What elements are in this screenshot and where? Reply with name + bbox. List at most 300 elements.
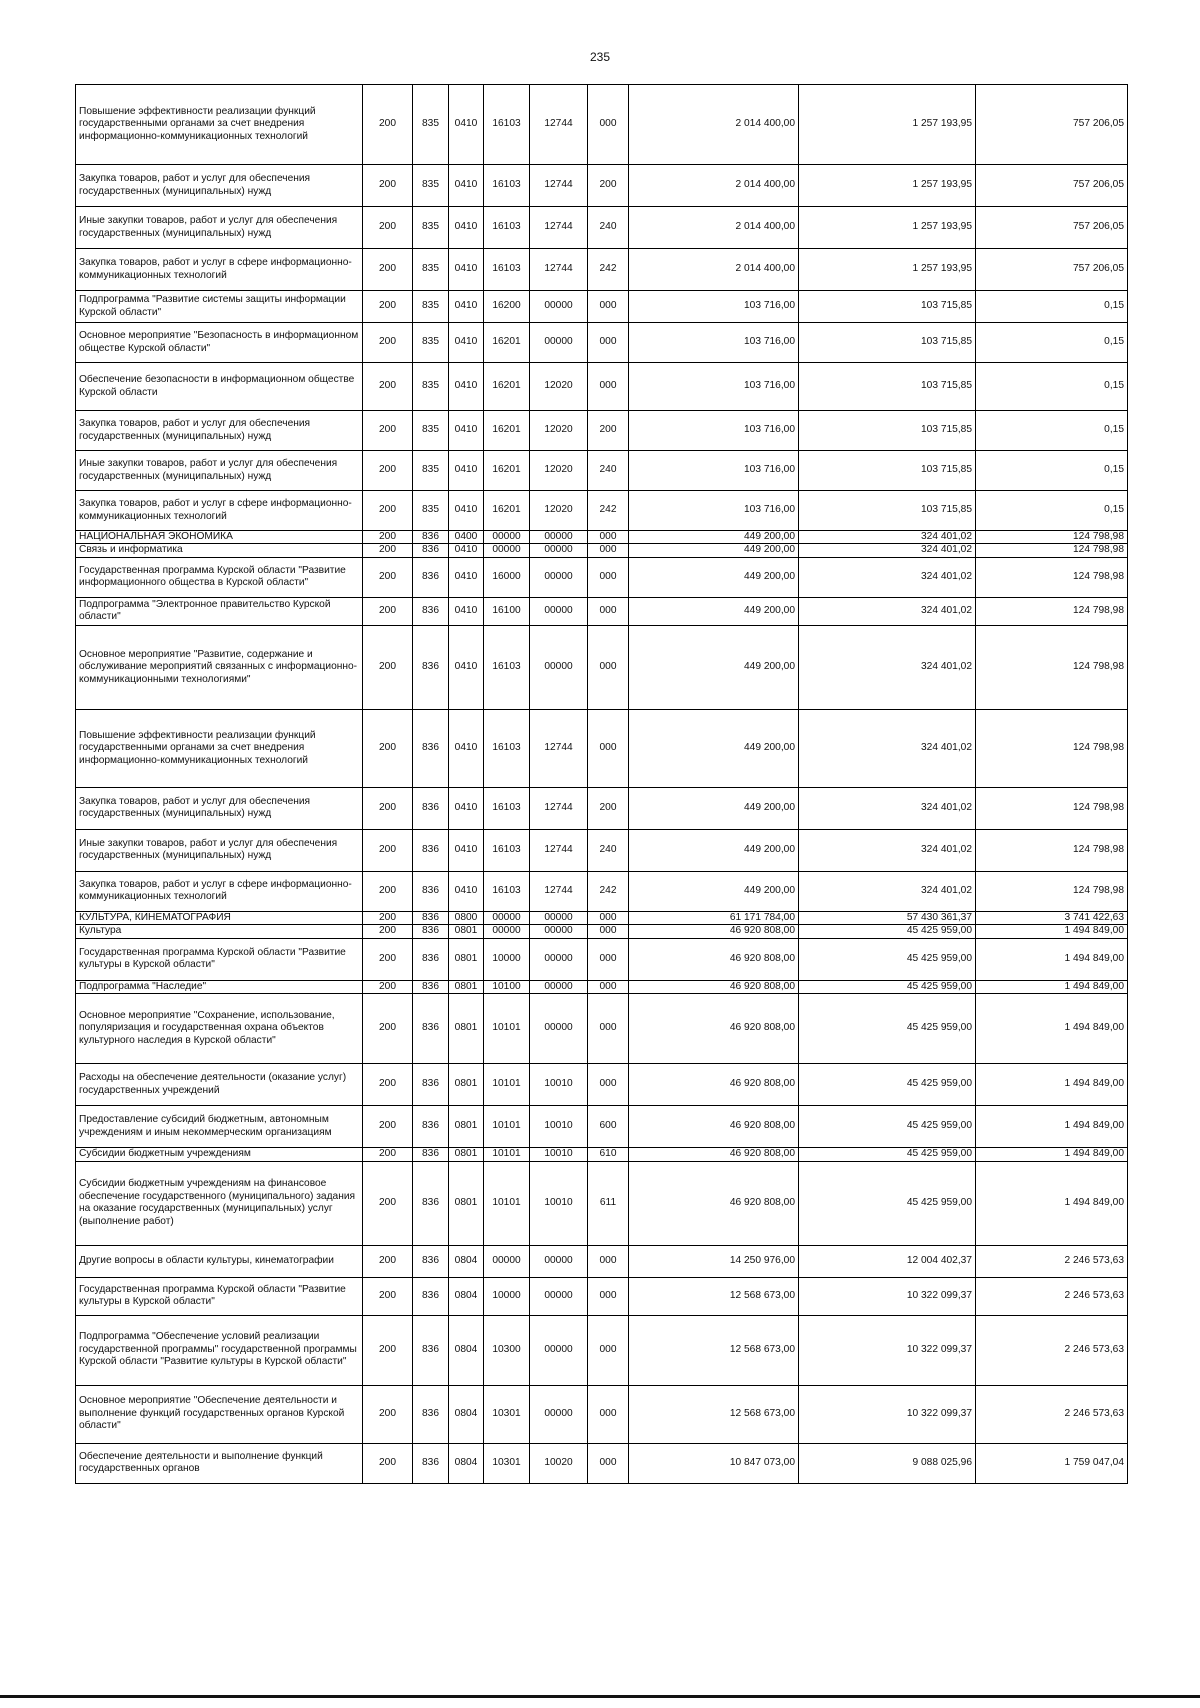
cell-c6: 000: [588, 597, 629, 625]
cell-v2: 324 401,02: [799, 557, 976, 597]
cell-c4: 16000: [484, 557, 530, 597]
cell-v2: 103 715,85: [799, 291, 976, 323]
cell-v1: 46 920 808,00: [629, 1106, 799, 1148]
cell-v2: 1 257 193,95: [799, 85, 976, 165]
cell-c5: 12744: [530, 871, 588, 911]
cell-c5: 00000: [530, 925, 588, 938]
cell-c3: 0804: [449, 1315, 484, 1385]
table-row: [76, 625, 1128, 709]
cell-c2: 836: [413, 1277, 449, 1315]
cell-c1: 200: [363, 323, 413, 363]
cell-c3: 0410: [449, 491, 484, 531]
cell-c1: 200: [363, 1106, 413, 1148]
cell-c6: 000: [588, 1277, 629, 1315]
cell-v3: 1 494 849,00: [976, 1148, 1128, 1161]
cell-c2: 836: [413, 871, 449, 911]
cell-v1: 46 920 808,00: [629, 980, 799, 993]
cell-c1: 200: [363, 911, 413, 924]
cell-c2: 836: [413, 531, 449, 544]
cell-c5: 00000: [530, 291, 588, 323]
cell-v3: 1 494 849,00: [976, 1161, 1128, 1245]
cell-c5: 10010: [530, 1106, 588, 1148]
cell-c3: 0801: [449, 1148, 484, 1161]
table-row: [76, 980, 1128, 993]
cell-c5: 12020: [530, 451, 588, 491]
cell-c5: 10010: [530, 1148, 588, 1161]
cell-v2: 9 088 025,96: [799, 1443, 976, 1483]
cell-c5: 10010: [530, 1161, 588, 1245]
cell-name: Повышение эффективности реализации функций государственными органами за счет внедрения информационно-коммуникационных технологий: [76, 85, 363, 165]
cell-c2: 836: [413, 557, 449, 597]
cell-c3: 0410: [449, 544, 484, 557]
cell-c4: 10000: [484, 938, 530, 980]
cell-v1: 103 716,00: [629, 491, 799, 531]
cell-c2: 835: [413, 491, 449, 531]
cell-c3: 0410: [449, 787, 484, 829]
cell-c6: 611: [588, 1161, 629, 1245]
cell-name: Основное мероприятие "Сохранение, использование, популяризация и государственная охрана объектов культурного наследия в Курской области": [76, 994, 363, 1064]
cell-c5: 00000: [530, 557, 588, 597]
cell-name: Субсидии бюджетным учреждениям: [76, 1148, 363, 1161]
cell-name: Основное мероприятие "Развитие, содержание и обслуживание мероприятий связанных с информационно-коммуникационными технологиями": [76, 625, 363, 709]
table-row: [76, 85, 1128, 165]
cell-c6: 242: [588, 491, 629, 531]
cell-c4: 16103: [484, 709, 530, 787]
cell-v2: 45 425 959,00: [799, 1064, 976, 1106]
cell-v3: 0,15: [976, 323, 1128, 363]
cell-v3: 0,15: [976, 451, 1128, 491]
cell-v3: 0,15: [976, 291, 1128, 323]
cell-c4: 16201: [484, 323, 530, 363]
cell-c4: 00000: [484, 1245, 530, 1277]
cell-c3: 0410: [449, 323, 484, 363]
cell-v2: 10 322 099,37: [799, 1277, 976, 1315]
cell-name: Государственная программа Курской области "Развитие культуры в Курской области": [76, 938, 363, 980]
table-row: [76, 1315, 1128, 1385]
cell-name: Закупка товаров, работ и услуг в сфере информационно-коммуникационных технологий: [76, 249, 363, 291]
cell-c1: 200: [363, 980, 413, 993]
cell-c1: 200: [363, 625, 413, 709]
cell-c4: 16201: [484, 451, 530, 491]
cell-c6: 240: [588, 829, 629, 871]
cell-v2: 45 425 959,00: [799, 1161, 976, 1245]
table-row: [76, 1064, 1128, 1106]
cell-c6: 000: [588, 85, 629, 165]
cell-c5: 12744: [530, 829, 588, 871]
cell-c3: 0804: [449, 1245, 484, 1277]
cell-v1: 449 200,00: [629, 531, 799, 544]
table-row: [76, 165, 1128, 207]
cell-v1: 103 716,00: [629, 411, 799, 451]
cell-v3: 0,15: [976, 411, 1128, 451]
table-row: [76, 1443, 1128, 1483]
cell-c1: 200: [363, 544, 413, 557]
cell-c2: 836: [413, 829, 449, 871]
cell-v2: 324 401,02: [799, 597, 976, 625]
cell-c5: 12744: [530, 709, 588, 787]
cell-c6: 000: [588, 1385, 629, 1443]
cell-v2: 45 425 959,00: [799, 938, 976, 980]
cell-c1: 200: [363, 1277, 413, 1315]
cell-c2: 836: [413, 1106, 449, 1148]
cell-name: Культура: [76, 925, 363, 938]
cell-c4: 16103: [484, 85, 530, 165]
cell-v3: 757 206,05: [976, 249, 1128, 291]
cell-v2: 324 401,02: [799, 709, 976, 787]
cell-name: Закупка товаров, работ и услуг для обеспечения государственных (муниципальных) нужд: [76, 411, 363, 451]
cell-c4: 10101: [484, 1148, 530, 1161]
cell-c1: 200: [363, 1315, 413, 1385]
cell-c4: 16200: [484, 291, 530, 323]
cell-c5: 00000: [530, 1315, 588, 1385]
table-row: [76, 249, 1128, 291]
cell-c4: 10101: [484, 1106, 530, 1148]
cell-v3: 124 798,98: [976, 544, 1128, 557]
cell-c5: 12020: [530, 411, 588, 451]
cell-name: Иные закупки товаров, работ и услуг для обеспечения государственных (муниципальных) нужд: [76, 451, 363, 491]
table-row: [76, 207, 1128, 249]
cell-c2: 836: [413, 1443, 449, 1483]
cell-c6: 000: [588, 291, 629, 323]
cell-v2: 45 425 959,00: [799, 994, 976, 1064]
cell-c1: 200: [363, 597, 413, 625]
cell-c2: 835: [413, 323, 449, 363]
cell-c4: 16103: [484, 249, 530, 291]
cell-v2: 57 430 361,37: [799, 911, 976, 924]
cell-c5: 00000: [530, 531, 588, 544]
cell-v1: 2 014 400,00: [629, 207, 799, 249]
cell-c5: 10010: [530, 1064, 588, 1106]
cell-c3: 0410: [449, 829, 484, 871]
cell-v3: 124 798,98: [976, 871, 1128, 911]
cell-v3: 1 494 849,00: [976, 980, 1128, 993]
cell-c6: 000: [588, 709, 629, 787]
cell-c2: 836: [413, 1161, 449, 1245]
cell-c1: 200: [363, 938, 413, 980]
cell-name: Подпрограмма "Обеспечение условий реализации государственной программы" государственной программы Курской области "Развитие культуры в Курской области": [76, 1315, 363, 1385]
cell-c6: 200: [588, 165, 629, 207]
cell-c4: 00000: [484, 531, 530, 544]
cell-c4: 16201: [484, 491, 530, 531]
cell-c4: 10101: [484, 1161, 530, 1245]
cell-v3: 1 494 849,00: [976, 925, 1128, 938]
cell-c4: 10100: [484, 980, 530, 993]
cell-c4: 10101: [484, 1064, 530, 1106]
cell-c6: 000: [588, 1064, 629, 1106]
cell-c3: 0410: [449, 597, 484, 625]
cell-v1: 449 200,00: [629, 544, 799, 557]
cell-c3: 0400: [449, 531, 484, 544]
cell-c5: 12744: [530, 165, 588, 207]
table-row: [76, 709, 1128, 787]
cell-c3: 0800: [449, 911, 484, 924]
cell-c5: 00000: [530, 938, 588, 980]
cell-c2: 836: [413, 597, 449, 625]
cell-c3: 0410: [449, 291, 484, 323]
cell-v3: 2 246 573,63: [976, 1315, 1128, 1385]
cell-name: Иные закупки товаров, работ и услуг для обеспечения государственных (муниципальных) нужд: [76, 207, 363, 249]
cell-c2: 835: [413, 411, 449, 451]
cell-v1: 61 171 784,00: [629, 911, 799, 924]
cell-c3: 0410: [449, 451, 484, 491]
cell-v2: 324 401,02: [799, 531, 976, 544]
cell-c5: 00000: [530, 1277, 588, 1315]
cell-v1: 103 716,00: [629, 363, 799, 411]
cell-v2: 12 004 402,37: [799, 1245, 976, 1277]
cell-c2: 836: [413, 625, 449, 709]
cell-v1: 103 716,00: [629, 451, 799, 491]
cell-c2: 835: [413, 249, 449, 291]
cell-c6: 000: [588, 911, 629, 924]
cell-v1: 449 200,00: [629, 557, 799, 597]
cell-v1: 103 716,00: [629, 323, 799, 363]
table-row: [76, 363, 1128, 411]
cell-c6: 200: [588, 787, 629, 829]
cell-c6: 240: [588, 207, 629, 249]
cell-c1: 200: [363, 1161, 413, 1245]
table-row: [76, 557, 1128, 597]
cell-c6: 000: [588, 938, 629, 980]
cell-c5: 12744: [530, 207, 588, 249]
cell-v3: 0,15: [976, 491, 1128, 531]
cell-c1: 200: [363, 411, 413, 451]
cell-c3: 0410: [449, 871, 484, 911]
cell-name: Подпрограмма "Электронное правительство Курской области": [76, 597, 363, 625]
cell-c5: 00000: [530, 1245, 588, 1277]
cell-v2: 324 401,02: [799, 871, 976, 911]
cell-c6: 240: [588, 451, 629, 491]
cell-c1: 200: [363, 531, 413, 544]
cell-v2: 103 715,85: [799, 491, 976, 531]
cell-c2: 836: [413, 1064, 449, 1106]
cell-c5: 00000: [530, 597, 588, 625]
cell-c4: 10101: [484, 994, 530, 1064]
cell-c6: 242: [588, 871, 629, 911]
cell-c2: 836: [413, 925, 449, 938]
cell-v2: 1 257 193,95: [799, 207, 976, 249]
cell-c6: 242: [588, 249, 629, 291]
cell-c2: 836: [413, 1315, 449, 1385]
cell-v1: 46 920 808,00: [629, 925, 799, 938]
cell-c2: 836: [413, 1245, 449, 1277]
cell-name: Основное мероприятие "Обеспечение деятельности и выполнение функций государственных органов Курской области": [76, 1385, 363, 1443]
cell-v2: 1 257 193,95: [799, 249, 976, 291]
cell-name: Связь и информатика: [76, 544, 363, 557]
cell-c6: 610: [588, 1148, 629, 1161]
cell-name: КУЛЬТУРА, КИНЕМАТОГРАФИЯ: [76, 911, 363, 924]
cell-c3: 0410: [449, 85, 484, 165]
cell-c5: 00000: [530, 1385, 588, 1443]
cell-c4: 00000: [484, 911, 530, 924]
cell-c5: 10020: [530, 1443, 588, 1483]
cell-v3: 3 741 422,63: [976, 911, 1128, 924]
cell-v2: 324 401,02: [799, 787, 976, 829]
cell-name: Повышение эффективности реализации функций государственными органами за счет внедрения информационно-коммуникационных технологий: [76, 709, 363, 787]
cell-c5: 12020: [530, 491, 588, 531]
table-row: [76, 291, 1128, 323]
cell-v3: 1 494 849,00: [976, 994, 1128, 1064]
cell-v3: 124 798,98: [976, 557, 1128, 597]
table-row: [76, 323, 1128, 363]
cell-c4: 10300: [484, 1315, 530, 1385]
cell-v3: 0,15: [976, 363, 1128, 411]
cell-c6: 000: [588, 531, 629, 544]
cell-v3: 124 798,98: [976, 787, 1128, 829]
cell-name: Закупка товаров, работ и услуг в сфере информационно-коммуникационных технологий: [76, 491, 363, 531]
cell-c6: 000: [588, 363, 629, 411]
cell-c2: 836: [413, 787, 449, 829]
cell-c4: 10000: [484, 1277, 530, 1315]
table-row: [76, 1161, 1128, 1245]
cell-c1: 200: [363, 1385, 413, 1443]
cell-c1: 200: [363, 1443, 413, 1483]
cell-v1: 2 014 400,00: [629, 249, 799, 291]
cell-c6: 000: [588, 980, 629, 993]
cell-c3: 0410: [449, 411, 484, 451]
cell-v2: 45 425 959,00: [799, 980, 976, 993]
cell-c4: 16201: [484, 363, 530, 411]
cell-v1: 449 200,00: [629, 597, 799, 625]
cell-v2: 45 425 959,00: [799, 1148, 976, 1161]
cell-c1: 200: [363, 1064, 413, 1106]
cell-c2: 836: [413, 1385, 449, 1443]
cell-c1: 200: [363, 249, 413, 291]
table-row: [76, 1148, 1128, 1161]
cell-c3: 0801: [449, 994, 484, 1064]
cell-c4: 16103: [484, 829, 530, 871]
table-row: [76, 597, 1128, 625]
cell-v2: 103 715,85: [799, 323, 976, 363]
cell-v2: 45 425 959,00: [799, 925, 976, 938]
cell-name: Иные закупки товаров, работ и услуг для обеспечения государственных (муниципальных) нужд: [76, 829, 363, 871]
cell-c4: 16103: [484, 871, 530, 911]
cell-c2: 835: [413, 207, 449, 249]
cell-name: Закупка товаров, работ и услуг для обеспечения государственных (муниципальных) нужд: [76, 165, 363, 207]
cell-c4: 10301: [484, 1443, 530, 1483]
cell-v3: 757 206,05: [976, 165, 1128, 207]
cell-c6: 000: [588, 1315, 629, 1385]
cell-v2: 10 322 099,37: [799, 1385, 976, 1443]
table-row: [76, 829, 1128, 871]
cell-c6: 000: [588, 557, 629, 597]
cell-v1: 46 920 808,00: [629, 994, 799, 1064]
cell-c6: 000: [588, 544, 629, 557]
cell-v3: 1 494 849,00: [976, 1106, 1128, 1148]
cell-c5: 12744: [530, 249, 588, 291]
cell-name: Обеспечение деятельности и выполнение функций государственных органов: [76, 1443, 363, 1483]
cell-c3: 0801: [449, 980, 484, 993]
cell-c3: 0410: [449, 207, 484, 249]
table-row: [76, 1106, 1128, 1148]
cell-c4: 16103: [484, 625, 530, 709]
cell-c3: 0801: [449, 1106, 484, 1148]
cell-c3: 0410: [449, 625, 484, 709]
cell-v3: 757 206,05: [976, 207, 1128, 249]
cell-v1: 449 200,00: [629, 787, 799, 829]
cell-v2: 10 322 099,37: [799, 1315, 976, 1385]
cell-v1: 46 920 808,00: [629, 1148, 799, 1161]
cell-c1: 200: [363, 207, 413, 249]
cell-v1: 103 716,00: [629, 291, 799, 323]
cell-v1: 449 200,00: [629, 871, 799, 911]
cell-c6: 200: [588, 411, 629, 451]
cell-c6: 000: [588, 625, 629, 709]
cell-c5: 12020: [530, 363, 588, 411]
table-row: [76, 911, 1128, 924]
cell-v2: 324 401,02: [799, 544, 976, 557]
cell-v3: 124 798,98: [976, 531, 1128, 544]
table-row: [76, 451, 1128, 491]
cell-c3: 0801: [449, 1064, 484, 1106]
cell-c3: 0801: [449, 938, 484, 980]
cell-c4: 16103: [484, 165, 530, 207]
cell-c1: 200: [363, 709, 413, 787]
cell-c3: 0410: [449, 709, 484, 787]
cell-c6: 000: [588, 1245, 629, 1277]
cell-c3: 0410: [449, 363, 484, 411]
cell-c2: 836: [413, 544, 449, 557]
cell-v3: 2 246 573,63: [976, 1277, 1128, 1315]
cell-c6: 000: [588, 925, 629, 938]
cell-c1: 200: [363, 85, 413, 165]
cell-name: Предоставление субсидий бюджетным, автономным учреждениям и иным некоммерческим организациям: [76, 1106, 363, 1148]
cell-c2: 836: [413, 911, 449, 924]
cell-c4: 00000: [484, 544, 530, 557]
cell-c5: 00000: [530, 323, 588, 363]
cell-v3: 2 246 573,63: [976, 1385, 1128, 1443]
cell-name: Закупка товаров, работ и услуг в сфере информационно-коммуникационных технологий: [76, 871, 363, 911]
cell-name: Обеспечение безопасности в информационном обществе Курской области: [76, 363, 363, 411]
cell-c5: 00000: [530, 911, 588, 924]
cell-c5: 12744: [530, 787, 588, 829]
table-row: [76, 411, 1128, 451]
cell-c3: 0804: [449, 1277, 484, 1315]
cell-v1: 46 920 808,00: [629, 1064, 799, 1106]
cell-v1: 46 920 808,00: [629, 938, 799, 980]
cell-c6: 000: [588, 1443, 629, 1483]
cell-v3: 1 759 047,04: [976, 1443, 1128, 1483]
cell-v2: 324 401,02: [799, 829, 976, 871]
cell-c1: 200: [363, 491, 413, 531]
cell-c1: 200: [363, 291, 413, 323]
cell-c6: 000: [588, 994, 629, 1064]
cell-c1: 200: [363, 871, 413, 911]
page-number: 235: [589, 50, 611, 64]
table-row: [76, 994, 1128, 1064]
cell-c2: 835: [413, 85, 449, 165]
cell-c4: 16103: [484, 207, 530, 249]
cell-v2: 324 401,02: [799, 625, 976, 709]
cell-c2: 836: [413, 980, 449, 993]
cell-c3: 0801: [449, 925, 484, 938]
cell-c1: 200: [363, 829, 413, 871]
cell-name: Закупка товаров, работ и услуг для обеспечения государственных (муниципальных) нужд: [76, 787, 363, 829]
cell-v1: 10 847 073,00: [629, 1443, 799, 1483]
cell-v2: 103 715,85: [799, 363, 976, 411]
table-row: [76, 871, 1128, 911]
table-row: [76, 491, 1128, 531]
cell-c1: 200: [363, 925, 413, 938]
cell-c1: 200: [363, 1148, 413, 1161]
cell-name: НАЦИОНАЛЬНАЯ ЭКОНОМИКА: [76, 531, 363, 544]
cell-v1: 14 250 976,00: [629, 1245, 799, 1277]
table-row: [76, 544, 1128, 557]
cell-c1: 200: [363, 363, 413, 411]
cell-c3: 0804: [449, 1443, 484, 1483]
cell-v2: 103 715,85: [799, 411, 976, 451]
cell-name: Субсидии бюджетным учреждениям на финансовое обеспечение государственного (муниципального) задания на оказание государственных (муниципальных) услуг (выполнение работ): [76, 1161, 363, 1245]
table-row: [76, 938, 1128, 980]
